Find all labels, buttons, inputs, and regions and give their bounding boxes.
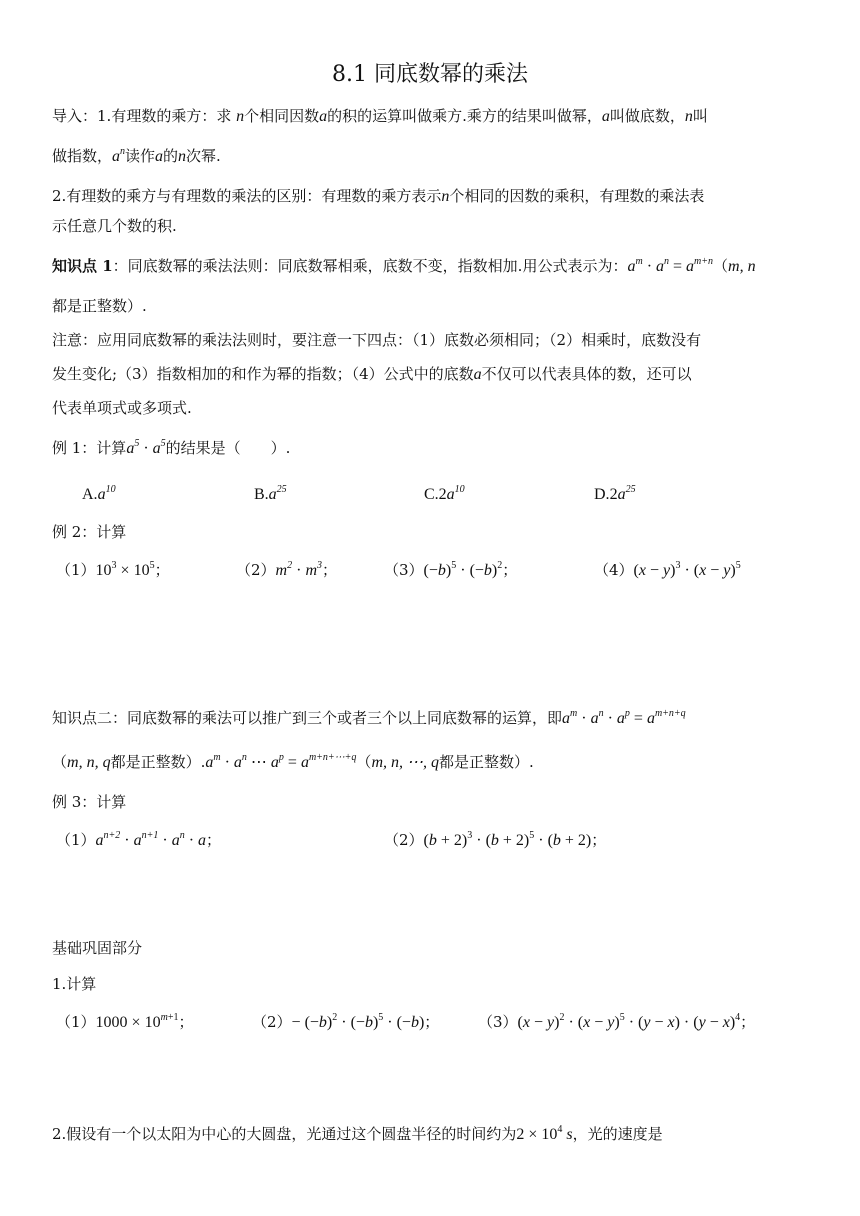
basic-heading: 基础巩固部分 [52,939,143,957]
example-2-item-2: $(2)m^2 \cdot m^3$； [236,560,338,579]
example-2: 例 2：计算 [52,523,127,541]
example-1: 例 1：计算$a^5 \cdot a^5$的结果是（ ）. [52,438,291,457]
basic-question-2: 2.假设有一个以太阳为中心的大圆盘，光通过这个圆盘半径的时间约为$2 \times 10^4$ s，光的速度是 [52,1124,663,1143]
basic-item-3: $(3)(x - y)^2 \cdot (x - y)^5 \cdot (y - x) \cdot (y - x)^4$； [478,1012,756,1031]
example-2-item-4: $(4)(x - y)^3 \cdot (x - y)^5$ [594,560,741,579]
page-title: 8.1 同底数幂的乘法 [332,62,528,87]
example-1-option-d: $D.2a^{25}$ [594,484,636,503]
example-1-option-b: $B.a^{25}$ [254,484,287,503]
knowledge-point-2: 知识点二：同底数幂的乘法可以推广到三个或者三个以上同底数幂的运算，即$a^m \cdot a^n \cdot a^p = a^{m+n+q}$ [52,708,686,727]
basic-item-1: $(1)1000 \times 10^{m+1}$； [56,1012,194,1031]
example-3-item-1: $(1)a^{n+2} \cdot a^{n+1} \cdot a^n \cdot a$； [56,830,222,849]
knowledge-point-1-line-2: 都是正整数）. [52,297,147,315]
knowledge-point-2-line-2: （m, n, q都是正整数）$.a^m \cdot a^n$ ⋯ $a^p = a^{m+n+\cdots+q}(m$, n, ⋯, q都是正整数）. [52,752,534,771]
intro-line-2: 做指数，$a^n$读作a的n次幂. [52,146,221,165]
basic-question-1: 1.计算 [52,975,97,993]
intro-line-4: 示任意几个数的积. [52,217,177,235]
example-2-item-3: $(3)(-b)^5 \cdot (-b)^2$； [384,560,518,579]
example-1-option-a: $A.a^{10}$ [82,484,116,503]
example-3-item-2: $(2)(b + 2)^3 \cdot (b + 2)^5 \cdot (b + 2)$； [384,830,607,849]
example-3: 例 3：计算 [52,793,127,811]
example-2-item-1: $(1)10^3 \times 10^5$； [56,560,170,579]
note-line-2: 发生变化;（3）指数相加的和作为幂的指数；（4）公式中的底数a不仅可以代表具体的数，还可以 [52,365,692,383]
note-line-1: 注意：应用同底数幂的乘法法则时，要注意一下四点：（1）底数必须相同；（2）相乘时，底数没有 [52,331,702,349]
basic-item-2: $(2)- (-b)^2 \cdot (-b)^5 \cdot (-b)$； [252,1012,440,1031]
example-1-option-c: $C.2a^{10}$ [424,484,465,503]
intro-line-1: 导入：1.有理数的乘方：求 n个相同因数a的积的运算叫做乘方.乘方的结果叫做幂，a叫做底数，n叫 [52,107,708,125]
note-line-3: 代表单项式或多项式. [52,399,192,417]
knowledge-point-1: 知识点 1：同底数幂的乘法法则：同底数幂相乘，底数不变，指数相加.用公式表示为：$a^m \cdot a^n = a^{m+n}(m$, n [52,256,756,275]
intro-line-3: 2.有理数的乘方与有理数的乘法的区别：有理数的乘方表示n个相同的因数的乘积，有理数的乘法表 [52,187,705,205]
